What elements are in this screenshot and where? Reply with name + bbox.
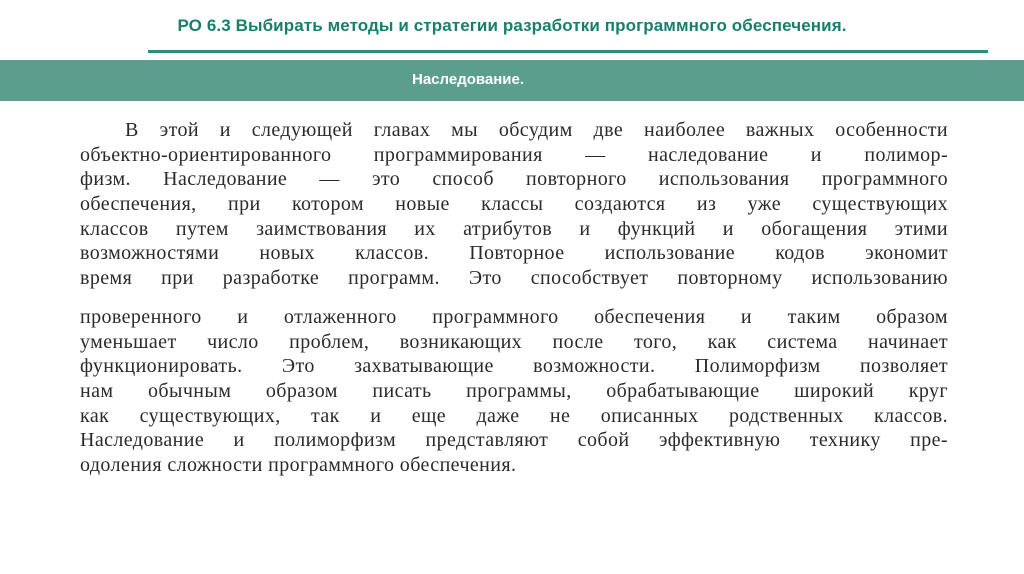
text-line: функционировать. Это захватывающие возможности. Полиморфизм позволяет bbox=[80, 355, 948, 378]
text-line: физм. Наследование — это способ повторного использования программного bbox=[80, 168, 948, 191]
text-line: объектно-ориентированного программирования — наследование и полимор- bbox=[80, 143, 948, 166]
title-divider bbox=[148, 50, 988, 53]
text-line: одоления сложности программного обеспечения. bbox=[80, 453, 517, 476]
text-line: обеспечения, при котором новые классы создаются из уже существующих bbox=[80, 193, 948, 216]
text-line: время при разработке программ. Это способствует повторному использованию bbox=[80, 267, 948, 290]
text-line: уменьшает число проблем, возникающих после того, как система начинает bbox=[80, 330, 948, 353]
scan-gap bbox=[80, 291, 948, 305]
text-line: возможностями новых классов. Повторное использование кодов экономит bbox=[80, 242, 948, 265]
section-banner-label: Наследование. bbox=[412, 71, 525, 88]
scanned-text-body bbox=[80, 118, 948, 478]
text-line: В этой и следующей главах мы обсудим две наиболее важных особенности bbox=[125, 119, 948, 141]
text-line: классов путем заимствования их атрибутов и функций и обогащения этими bbox=[80, 217, 948, 240]
text-line: как существующих, так и еще даже не описанных родственных классов. bbox=[80, 404, 948, 427]
text-line: нам обычным образом писать программы, обрабатывающие широкий круг bbox=[80, 379, 948, 402]
slide-title: РО 6.3 Выбирать методы и стратегии разработки программного обеспечения. bbox=[177, 16, 847, 35]
text-line: проверенного и отлаженного программного обеспечения и таким образом bbox=[80, 305, 948, 328]
text-line: Наследование и полиморфизм представляют собой эффективную технику пре- bbox=[80, 429, 948, 452]
section-banner bbox=[0, 60, 1024, 101]
